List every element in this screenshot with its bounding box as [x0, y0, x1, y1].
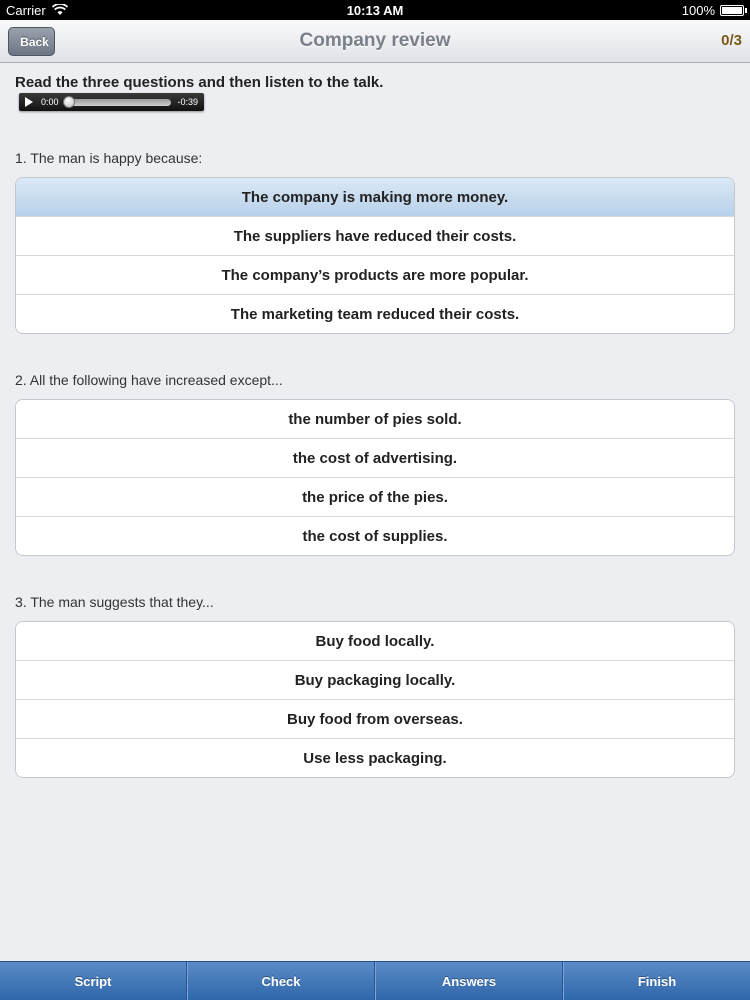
status-left	[6, 3, 68, 18]
script-button[interactable]: Script	[0, 962, 187, 1000]
navigation-bar	[0, 20, 750, 63]
answer-option[interactable]: the cost of supplies.	[16, 517, 734, 555]
question-2-prompt: 2. All the following have increased except...	[15, 372, 283, 388]
answer-option[interactable]: the cost of advertising.	[16, 439, 734, 478]
question-2-answers	[15, 399, 735, 556]
audio-remaining: -0:39	[177, 97, 198, 107]
wifi-icon	[52, 4, 68, 16]
answers-button[interactable]: Answers	[375, 962, 563, 1000]
status-time: 10:13 AM	[346, 2, 404, 18]
finish-button[interactable]: Finish	[563, 962, 750, 1000]
question-1-answers	[15, 177, 735, 334]
score-counter: 0/3	[721, 32, 742, 49]
answer-option[interactable]: the price of the pies.	[16, 478, 734, 517]
answer-option[interactable]: Buy food from overseas.	[16, 700, 734, 739]
status-bar	[0, 0, 750, 20]
carrier-label: Carrier	[6, 2, 46, 18]
answer-option[interactable]: The suppliers have reduced their costs.	[16, 217, 734, 256]
status-right	[682, 3, 744, 18]
battery-percent: 100%	[681, 2, 715, 18]
page-title: Company review	[299, 30, 451, 51]
answer-option[interactable]: The company is making more money.	[16, 178, 734, 217]
answer-option[interactable]: the number of pies sold.	[16, 400, 734, 439]
play-icon[interactable]	[25, 97, 33, 107]
bottom-toolbar	[0, 961, 750, 1000]
audio-scrubber[interactable]	[65, 99, 172, 106]
answer-option[interactable]: The company’s products are more popular.	[16, 256, 734, 295]
question-1-prompt: 1. The man is happy because:	[15, 150, 203, 166]
answer-option[interactable]: Use less packaging.	[16, 739, 734, 777]
audio-elapsed: 0:00	[41, 97, 59, 107]
check-button[interactable]: Check	[187, 962, 375, 1000]
back-button[interactable]: Back	[8, 27, 55, 56]
audio-player	[19, 93, 204, 111]
answer-option[interactable]: Buy packaging locally.	[16, 661, 734, 700]
instructions-text: Read the three questions and then listen to the talk.	[15, 74, 384, 91]
question-3-prompt: 3. The man suggests that they...	[15, 594, 214, 610]
battery-icon	[720, 5, 744, 16]
question-3-answers	[15, 621, 735, 778]
answer-option[interactable]: Buy food locally.	[16, 622, 734, 661]
answer-option[interactable]: The marketing team reduced their costs.	[16, 295, 734, 333]
scrubber-knob-icon[interactable]	[63, 96, 75, 108]
